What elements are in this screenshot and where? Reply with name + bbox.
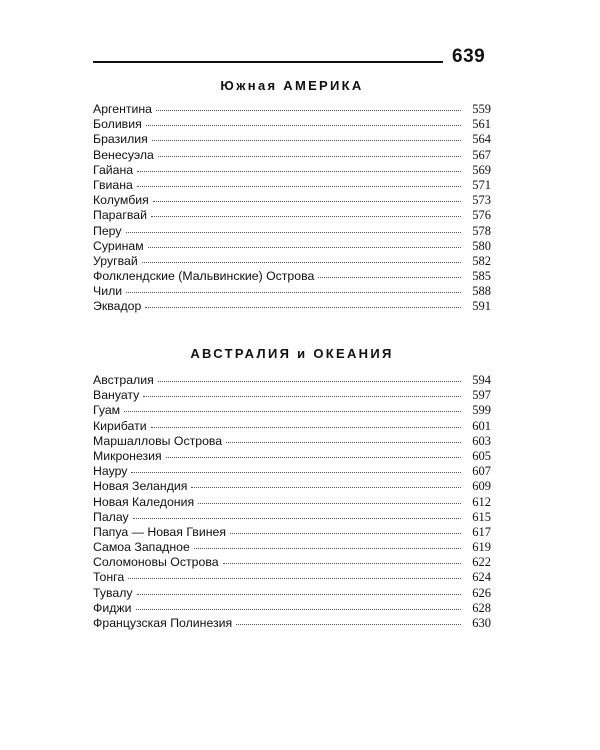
dot-leader [194,547,461,549]
toc-entry [93,254,491,269]
toc-australia-oceania [93,373,491,631]
toc-entry [93,419,491,434]
entry-page-number: 626 [472,585,491,600]
dot-leader [136,608,462,610]
entry-page-number: 597 [472,388,491,403]
entry-page-number: 601 [472,418,491,433]
dot-leader [137,170,461,172]
entry-name: Кирибати [93,418,147,433]
dot-leader [191,486,461,488]
entry-name: Суринам [93,238,144,253]
toc-entry [93,148,491,163]
dot-leader [146,124,461,126]
entry-name: Парагвай [93,208,147,223]
entry-name: Папуа — Новая Гвинея [93,524,227,539]
dot-leader [131,471,461,473]
entry-name: Австралия [93,373,154,387]
dot-leader [145,306,461,308]
toc-entry [93,586,491,601]
toc-entry [93,239,491,254]
toc-entry [93,495,491,510]
toc-entry [93,449,491,464]
entry-page-number: 628 [472,600,491,615]
dot-leader [126,291,461,293]
entry-name: Аргентина [93,102,153,116]
dot-leader [137,593,461,595]
toc-entry [93,269,491,284]
dot-leader [156,109,461,111]
dot-leader [128,577,461,579]
entry-name: Бразилия [93,132,148,147]
dot-leader [158,380,461,382]
dot-leader [158,155,461,157]
entry-page-number: 578 [472,223,491,238]
toc-entry [93,208,491,223]
entry-page-number: 605 [472,448,491,463]
entry-page-number: 594 [472,373,491,387]
dot-leader [126,231,461,233]
entry-name: Перу [93,223,122,238]
dot-leader [151,215,461,217]
entry-page-number: 580 [472,238,491,253]
header-rule [93,61,443,63]
page-number: 639 [452,46,486,67]
toc-south-america [93,102,491,315]
dot-leader [236,623,461,625]
dot-leader [318,276,461,278]
toc-entry [93,117,491,132]
entry-name: Колумбия [93,193,149,208]
entry-page-number: 615 [472,509,491,524]
toc-entry [93,479,491,494]
entry-name: Новая Каледония [93,494,195,509]
toc-entry [93,464,491,479]
entry-name: Чили [93,284,123,299]
entry-page-number: 564 [472,132,491,147]
entry-name: Науру [93,464,128,479]
dot-leader [143,395,461,397]
dot-leader [148,246,461,248]
entry-name: Венесуэла [93,147,154,162]
entry-page-number: 609 [472,479,491,494]
toc-entry [93,284,491,299]
entry-page-number: 622 [472,555,491,570]
toc-entry [93,102,491,117]
entry-page-number: 591 [472,299,491,314]
entry-page-number: 599 [472,403,491,418]
dot-leader [152,139,461,141]
entry-page-number: 617 [472,524,491,539]
entry-name: Уругвай [93,253,138,268]
entry-name: Палау [93,509,129,524]
entry-page-number: 612 [472,494,491,509]
dot-leader [153,200,461,202]
toc-entry [93,616,491,631]
toc-entry [93,373,491,388]
toc-entry [93,403,491,418]
entry-page-number: 588 [472,284,491,299]
entry-name: Фолклендские (Мальвинские) Острова [93,269,315,284]
toc-entry [93,193,491,208]
dot-leader [137,185,461,187]
entry-page-number: 585 [472,269,491,284]
entry-name: Тувалу [93,585,133,600]
toc-entry [93,132,491,147]
entry-name: Гвиана [93,177,133,192]
entry-page-number: 569 [472,162,491,177]
dot-leader [142,261,461,263]
dot-leader [151,426,461,428]
entry-page-number: 576 [472,208,491,223]
entry-name: Новая Зеландия [93,479,188,494]
entry-name: Маршалловы Острова [93,433,223,448]
section-title-australia-oceania: АВСТРАЛИЯ и ОКЕАНИЯ [190,346,394,361]
entry-page-number: 561 [472,117,491,132]
entry-page-number: 603 [472,433,491,448]
toc-entry [93,570,491,585]
entry-page-number: 624 [472,570,491,585]
entry-name: Микронезия [93,448,162,463]
entry-page-number: 571 [472,177,491,192]
dot-leader [230,532,461,534]
entry-page-number: 559 [472,102,491,116]
entry-name: Самоа Западное [93,540,190,555]
dot-leader [226,441,461,443]
toc-entry [93,540,491,555]
toc-entry [93,224,491,239]
entry-page-number: 607 [472,464,491,479]
toc-entry [93,601,491,616]
toc-entry [93,510,491,525]
entry-name: Фиджи [93,600,132,615]
entry-name: Боливия [93,117,142,132]
toc-entry [93,525,491,540]
dot-leader [133,517,461,519]
entry-name: Гуам [93,403,121,418]
entry-name: Французская Полинезия [93,616,233,630]
toc-entry [93,434,491,449]
entry-page-number: 573 [472,193,491,208]
toc-entry [93,388,491,403]
dot-leader [198,502,461,504]
toc-entry [93,163,491,178]
entry-page-number: 630 [472,616,491,630]
entry-page-number: 567 [472,147,491,162]
dot-leader [166,456,461,458]
entry-name: Эквадор [93,299,142,314]
toc-entry [93,178,491,193]
toc-entry [93,299,491,314]
entry-page-number: 619 [472,540,491,555]
section-title-south-america: Южная АМЕРИКА [220,78,364,93]
entry-page-number: 582 [472,253,491,268]
entry-name: Тонга [93,570,125,585]
dot-leader [124,410,461,412]
entry-name: Соломоновы Острова [93,555,219,570]
toc-entry [93,555,491,570]
entry-name: Вануату [93,388,140,403]
entry-name: Гайана [93,162,134,177]
dot-leader [223,562,461,564]
